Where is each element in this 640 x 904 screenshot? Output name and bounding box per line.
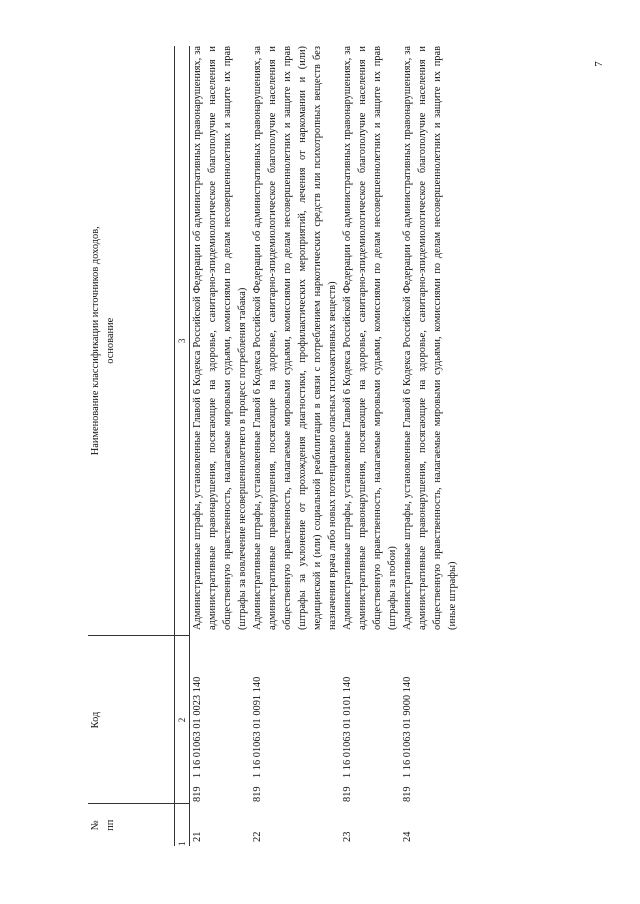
header-name: Наименование классификации источников доходов, основание [88,46,175,636]
admin-code: 819 [192,786,203,802]
document-page [88,46,564,846]
row-number: 24 [402,831,413,842]
table-row [400,46,460,846]
admin-code: 819 [252,786,263,802]
page-number: 7 [592,61,605,67]
admin-code: 819 [402,786,413,802]
column-number: 2 [175,636,190,804]
row-name: Административные штрафы, установленные Главой 6 Кодекса Российской Федерации об административных правонарушениях, за административные правонарушения, посягающие на здоровье, санитарно-эпидемиологическое благополучие населения и общественную нравственность, налагаемые мировыми судьями, комиссиями по делам несовершеннолетних и защите их прав (штрафы за вовлечение несовершеннолетнего в процесс потребления табака) [192,46,248,630]
column-number: 1 [175,804,190,846]
rotated-table-container [88,46,564,846]
budget-code: 1 16 01063 01 0023 140 [192,676,203,778]
header-no: № пп [88,804,175,846]
budget-code: 1 16 01063 01 9000 140 [402,676,413,778]
row-name: Административные штрафы, установленные Главой 6 Кодекса Российской Федерации об административных правонарушениях, за административные правонарушения, посягающие на здоровье, санитарно-эпидемиологическое благополучие населения и общественную нравственность, налагаемые мировыми судьями, комиссиями по делам несовершеннолетних и защите их прав (штрафы за побои) [342,46,398,630]
row-number: 23 [342,831,353,842]
table-row [340,46,400,846]
column-number: 3 [175,46,190,636]
row-number: 22 [252,831,263,842]
row-code [250,636,340,804]
budget-code: 1 16 01063 01 0101 140 [342,676,353,778]
row-code [400,636,460,804]
row-name: Административные штрафы, установленные Главой 6 Кодекса Российской Федерации об административных правонарушениях, за административные правонарушения, посягающие на здоровье, санитарно-эпидемиологическое благополучие населения и общественную нравственность, налагаемые мировыми судьями, комиссиями по делам несовершеннолетних и защите их прав (иные штрафы) [402,46,458,630]
row-code [340,636,400,804]
row-number: 21 [192,831,203,842]
revenue-classification-table [88,46,460,846]
budget-code: 1 16 01063 01 0091 140 [252,676,263,778]
column-number-row [175,46,190,846]
row-code [190,636,251,804]
header-code: Код [88,636,175,804]
row-name: Административные штрафы, установленные Главой 6 Кодекса Российской Федерации об административных правонарушениях, за административные правонарушения, посягающие на здоровье, санитарно-эпидемиологическое благополучие населения и общественную нравственность, налагаемые мировыми судьями, комиссиями по делам несовершеннолетних и защите их прав (штрафы за уклонение от прохождения диагностики, профилактических мероприятий, лечения от наркомании и (или) медицинской и (или) социальной реабилитации в связи с потреблением наркотических средств или психотропных веществ без назначения врача либо новых потенциально опасных психоактивных веществ) [252,46,338,630]
admin-code: 819 [342,786,353,802]
table-row [250,46,340,846]
table-header-row [88,46,175,846]
table-row [190,46,251,846]
